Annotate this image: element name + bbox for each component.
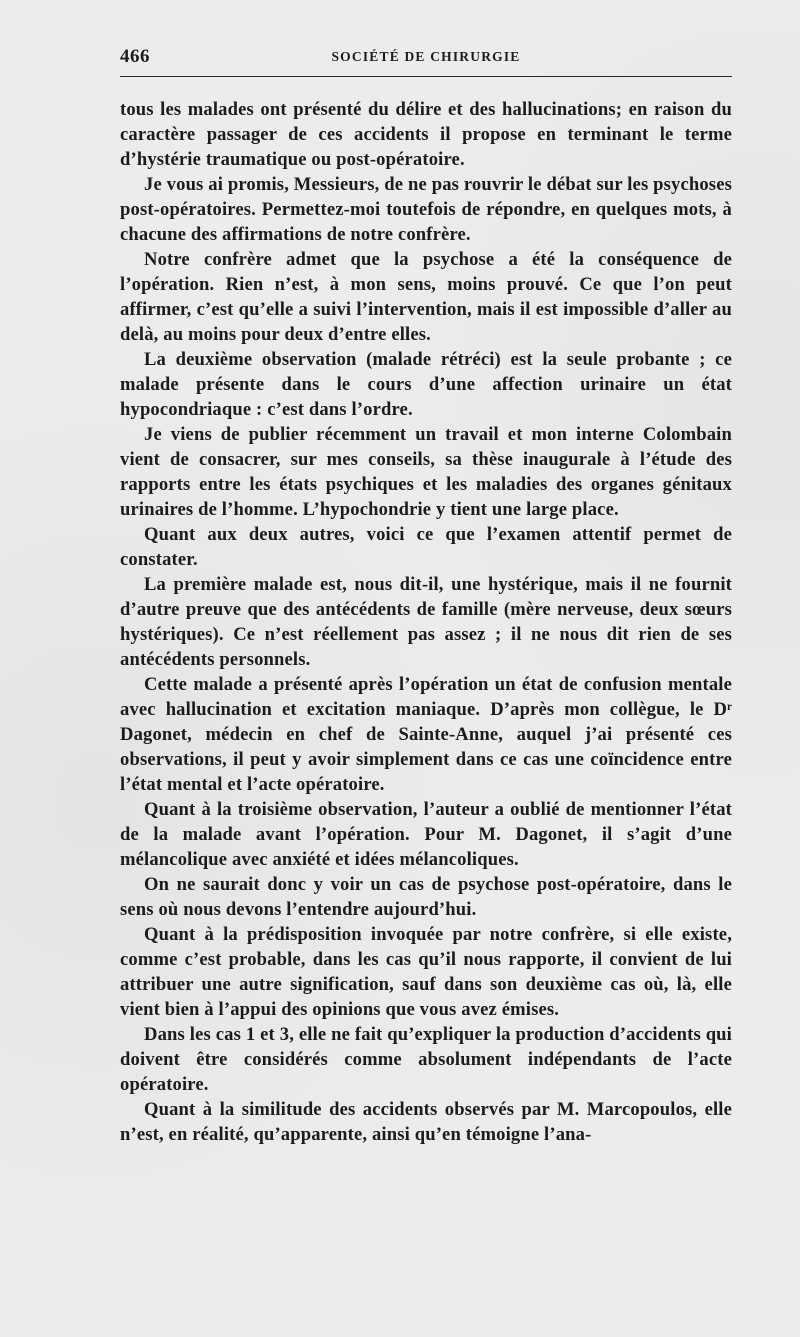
paragraph: Je viens de publier récemment un travail et mon interne Colombain vient de consacrer, sur mes conseils, sa thèse inaugurale à l’étude des rapports entre les états psychiques et les maladies des organes génitaux urinaires de l’homme. L’hypochondrie y tient une large place. [120,424,732,520]
body-text [120,97,732,1147]
paragraph: Quant aux deux autres, voici ce que l’examen attentif permet de constater. [120,524,732,570]
paragraph: On ne saurait donc y voir un cas de psychose post-opératoire, dans le sens où nous devons l’entendre aujourd’hui. [120,874,732,920]
paragraph: Quant à la troisième observation, l’auteur a oublié de mentionner l’état de la malade avant l’opération. Pour M. Dagonet, il s’agit d’une mélancolique avec anxiété et idées mélancoliques. [120,799,732,870]
paragraph: La deuxième observation (malade rétréci) est la seule probante ; ce malade présente dans le cours d’une affection urinaire un état hypocondriaque : c’est dans l’ordre. [120,349,732,420]
paragraph: tous les malades ont présenté du délire et des hallucinations; en raison du caractère passager de ces accidents il propose en terminant le terme d’hystérie traumatique ou post-opératoire. [120,99,732,170]
paragraph: La première malade est, nous dit-il, une hystérique, mais il ne fournit d’autre preuve que des antécédents de famille (mère nerveuse, deux sœurs hystériques). Ce n’est réellement pas assez ; il ne nous dit rien de ses antécédents personnels. [120,574,732,670]
paragraph: Dans les cas 1 et 3, elle ne fait qu’expliquer la production d’accidents qui doivent être considérés comme absolument indépendants de l’acte opératoire. [120,1024,732,1095]
header-rule [120,76,732,77]
paragraph: Quant à la prédisposition invoquée par notre confrère, si elle existe, comme c’est probable, dans les cas qu’il nous rapporte, il convient de lui attribuer une autre signification, sauf dans son deuxième cas où, là, elle vient bien à l’appui des opinions que vous avez émises. [120,924,732,1020]
paragraph: Je vous ai promis, Messieurs, de ne pas rouvrir le débat sur les psychoses post-opératoires. Permettez-moi toutefois de répondre, en quelques mots, à chacune des affirmations de notre confrère. [120,174,732,245]
paragraph: Cette malade a présenté après l’opération un état de confusion mentale avec hallucination et excitation maniaque. D’après mon collègue, le Dʳ Dagonet, médecin en chef de Sainte-Anne, auquel j’ai présenté ces observations, il peut y avoir simplement dans ce cas une coïncidence entre l’état mental et l’acte opératoire. [120,674,732,795]
paragraph: Quant à la similitude des accidents observés par M. Marcopoulos, elle n’est, en réalité, qu’apparente, ainsi qu’en témoigne l’ana- [120,1099,732,1145]
running-head [120,46,732,68]
page-number: 466 [120,46,150,67]
paragraph: Notre confrère admet que la psychose a été la conséquence de l’opération. Rien n’est, à mon sens, moins prouvé. Ce que l’on peut affirmer, c’est qu’elle a suivi l’intervention, mais il est impossible d’aller au delà, au moins pour deux d’entre elles. [120,249,732,345]
running-title: SOCIÉTÉ DE CHIRURGIE [331,49,521,64]
